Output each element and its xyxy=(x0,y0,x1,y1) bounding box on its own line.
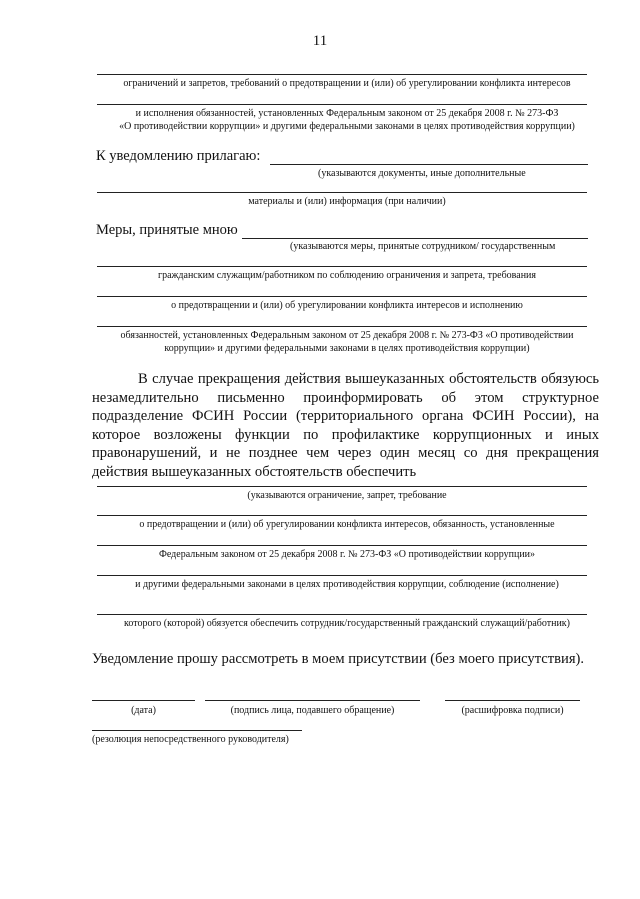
hint-text: и исполнения обязанностей, установленных Федеральным законом от 25 декабря 2008 г. № 273-ФЗ xyxy=(135,108,559,119)
attach-input-line-2[interactable] xyxy=(97,192,587,193)
date-line[interactable] xyxy=(92,700,195,701)
resolution-line[interactable] xyxy=(92,730,302,731)
measures-input-line-3[interactable] xyxy=(97,296,587,297)
hint-text: (указываются ограничение, запрет, требование xyxy=(247,490,447,501)
underline xyxy=(97,74,587,75)
ensure-input-line-4[interactable] xyxy=(97,575,587,576)
signature-line[interactable] xyxy=(205,700,420,701)
hint-text: обязанностей, установленных Федеральным законом от 25 декабря 2008 г. № 273-ФЗ «О противодействии xyxy=(120,330,574,341)
hint-text: (указываются меры, принятые сотрудником/ государственным xyxy=(290,241,556,252)
hint-text: Федеральным законом от 25 декабря 2008 г. № 273-ФЗ «О противодействии коррупции» xyxy=(158,549,536,560)
ensure-input-line-2[interactable] xyxy=(97,515,587,516)
obligation-paragraph: В случае прекращения действия вышеуказанных обстоятельств обязуюсь незамедлительно письменно проинформировать об этом структурное подразделение ФСИН России (территориального органа ФСИН России), на которое возложены функции по профилактике коррупционных и иных правонарушений, и не позднее чем через один месяц со дня прекращения действия вышеуказанных обстоятельств обеспечить xyxy=(92,371,599,480)
ensure-input-line[interactable] xyxy=(97,486,587,487)
hint-text: о предотвращении и (или) об урегулировании конфликта интересов и исполнению xyxy=(171,300,523,311)
attach-input-line[interactable] xyxy=(270,164,588,165)
resolution-caption: (резолюция непосредственного руководителя) xyxy=(92,734,289,745)
decode-caption: (расшифровка подписи) xyxy=(461,705,564,716)
hint-text: (указываются документы, иные дополнительные xyxy=(318,168,526,179)
measures-label: Меры, принятые мною xyxy=(96,222,238,238)
decode-line[interactable] xyxy=(445,700,580,701)
hint-text: гражданским служащим/работником по соблюдению ограничения и запрета, требования xyxy=(157,270,537,281)
ensure-input-line-5[interactable] xyxy=(97,614,587,615)
hint-text: о предотвращении и (или) об урегулировании конфликта интересов, обязанность, установленные xyxy=(139,519,555,530)
signature-caption: (подпись лица, подавшего обращение) xyxy=(230,705,395,716)
hint-text: и другими федеральными законами в целях противодействия коррупции, соблюдение (исполнение) xyxy=(135,579,559,590)
hint-text: ограничений и запретов, требований о предотвращении и (или) об урегулировании конфликта интересов xyxy=(123,78,571,89)
hint-text: коррупции» и другими федеральными законами в целях противодействия коррупции) xyxy=(164,343,530,354)
hint-text: «О противодействии коррупции» и другими федеральными законами в целях противодействия коррупции) xyxy=(119,121,575,132)
hint-text: которого (которой) обязуется обеспечить сотрудник/государственный гражданский служащий/работник) xyxy=(124,618,570,629)
attach-label: К уведомлению прилагаю: xyxy=(96,148,261,164)
request-text: Уведомление прошу рассмотреть в моем присутствии (без моего присутствия). xyxy=(92,651,585,667)
measures-input-line-2[interactable] xyxy=(97,266,587,267)
measures-input-line-4[interactable] xyxy=(97,326,587,327)
date-caption: (дата) xyxy=(131,705,156,716)
page-number: 11 xyxy=(312,33,328,49)
ensure-input-line-3[interactable] xyxy=(97,545,587,546)
underline xyxy=(97,104,587,105)
measures-input-line[interactable] xyxy=(242,238,588,239)
hint-text: материалы и (или) информация (при наличии) xyxy=(248,196,446,207)
